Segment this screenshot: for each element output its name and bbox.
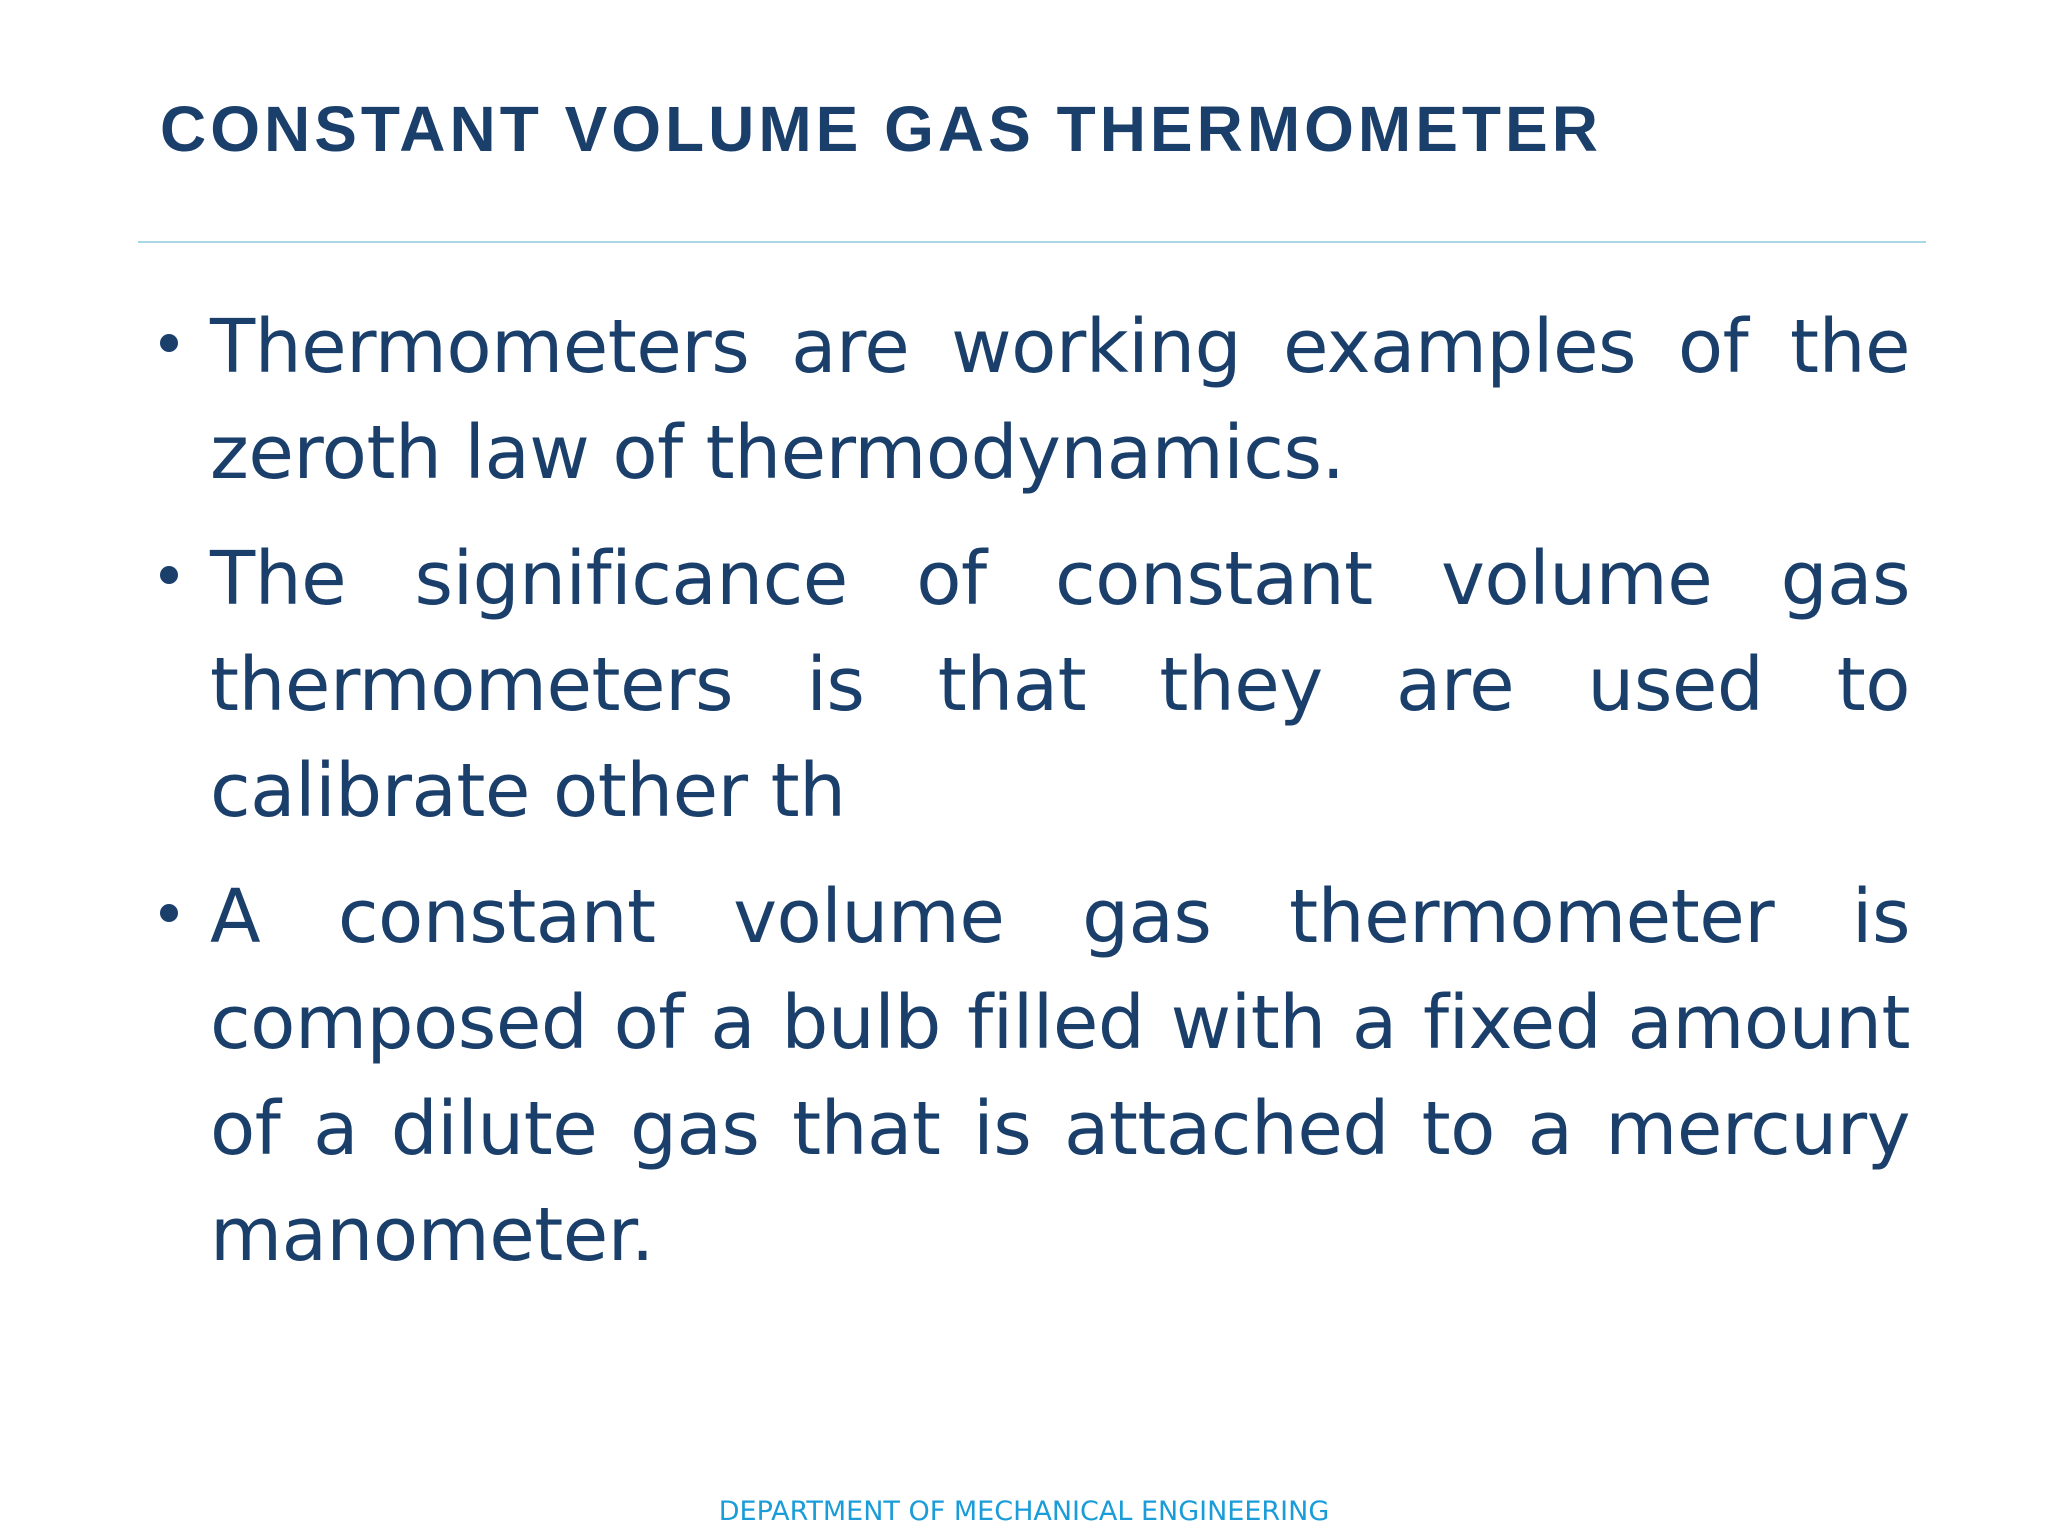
bullet-text: A constant volume gas thermometer is composed of a bulb filled with a fixed amount of a dilute gas that is attached to a mercury manometer. xyxy=(210,874,1910,1278)
bullet-item xyxy=(150,294,1910,506)
bullet-item xyxy=(150,864,1910,1288)
bullet-point-icon xyxy=(160,904,178,922)
bullet-item xyxy=(150,526,1910,844)
bullet-text: Thermometers are working examples of the zeroth law of thermodynamics. xyxy=(210,304,1910,496)
slide-title: CONSTANT VOLUME GAS THERMOMETER xyxy=(160,93,1602,165)
bullet-list xyxy=(150,294,1910,1308)
bullet-point-icon xyxy=(160,334,178,352)
bullet-text: The significance of constant volume gas thermometers is that they are used to calibrate other th xyxy=(210,536,1910,834)
title-divider xyxy=(138,241,1926,243)
bullet-point-icon xyxy=(160,566,178,584)
footer-department: DEPARTMENT OF MECHANICAL ENGINEERING xyxy=(718,1496,1330,1527)
